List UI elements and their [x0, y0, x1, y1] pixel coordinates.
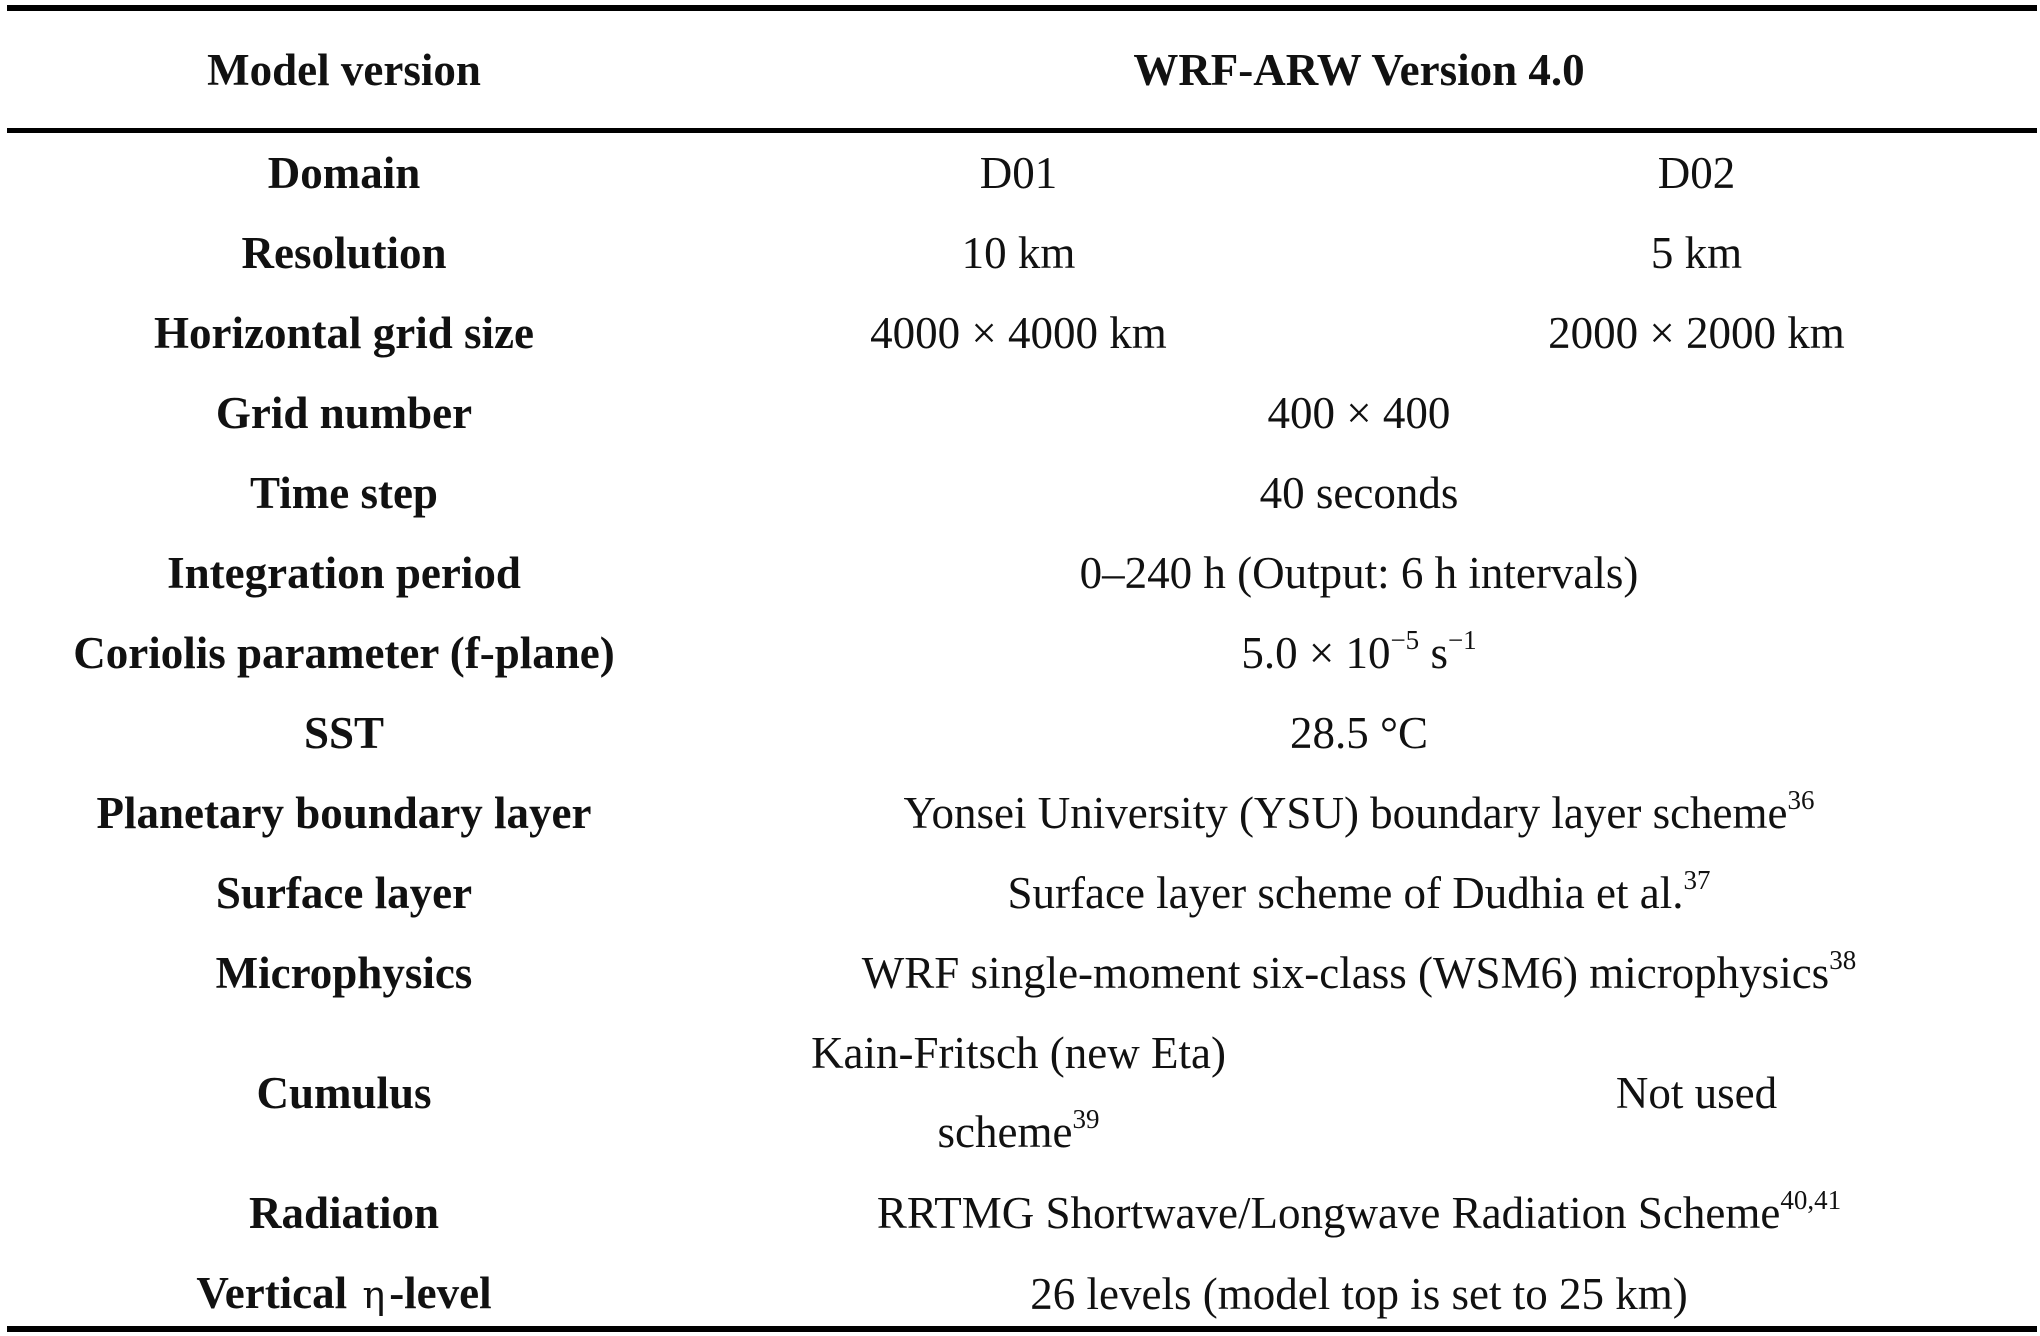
header-label: Model version	[207, 44, 481, 95]
row-label: Resolution	[241, 228, 447, 278]
microphysics-text: WRF single-moment six-class (WSM6) microphysics	[861, 948, 1830, 998]
row-label: Integration period	[167, 548, 521, 598]
coriolis-exponent: −5	[1390, 625, 1420, 655]
table-row-time-step	[7, 453, 2037, 533]
reference-number: 38	[1829, 945, 1857, 975]
reference-number: 36	[1787, 785, 1815, 815]
row-label: Time step	[250, 468, 438, 518]
reference-number: 40,41	[1780, 1185, 1842, 1215]
shared-value	[681, 1173, 2037, 1253]
coriolis-unit: s	[1419, 628, 1448, 678]
cumulus-d01-line2: scheme	[937, 1107, 1073, 1157]
shared-value: 0–240 h (Output: 6 h intervals)	[1079, 548, 1639, 598]
row-label	[7, 1253, 681, 1335]
row-label: Radiation	[248, 1188, 440, 1238]
d01-value: 10 km	[961, 228, 1076, 278]
row-label: Domain	[267, 148, 421, 198]
vertical-label-pre: Vertical	[196, 1268, 348, 1318]
d02-value: Not used	[1615, 1068, 1778, 1118]
shared-value: 400 × 400	[1267, 388, 1451, 438]
table-row-sst	[7, 693, 2037, 773]
table-row-surface-layer	[7, 853, 2037, 933]
table-row-microphysics	[7, 933, 2037, 1013]
row-label: Planetary boundary layer	[96, 788, 592, 838]
shared-value	[681, 853, 2037, 933]
d01-value: D01	[979, 148, 1058, 198]
table-row-coriolis	[7, 613, 2037, 693]
coriolis-base: 5.0 × 10	[1241, 628, 1391, 678]
table-row-grid-size	[7, 293, 2037, 373]
eta-symbol: η	[362, 1273, 386, 1317]
d01-value: 4000 × 4000 km	[870, 308, 1167, 358]
pbl-text: Yonsei University (YSU) boundary layer scheme	[903, 788, 1788, 838]
row-label: Cumulus	[256, 1068, 432, 1118]
shared-value	[681, 773, 2037, 853]
shared-value	[681, 613, 2037, 693]
row-label: Coriolis parameter (f-plane)	[73, 628, 615, 678]
coriolis-unit-exponent: −1	[1447, 625, 1477, 655]
table-row-radiation	[7, 1173, 2037, 1253]
surface-layer-text: Surface layer scheme of Dudhia et al.	[1007, 868, 1684, 918]
row-label: Microphysics	[215, 948, 473, 998]
table-row-resolution	[7, 213, 2037, 293]
shared-value: 26 levels (model top is set to 25 km)	[1030, 1269, 1688, 1319]
shared-value: 40 seconds	[1259, 468, 1459, 518]
header-row	[7, 11, 2037, 128]
table-row-cumulus	[7, 1013, 2037, 1173]
row-label: Surface layer	[215, 868, 473, 918]
parameter-table	[7, 0, 2037, 1336]
reference-number: 39	[1072, 1104, 1100, 1134]
d01-value	[681, 1013, 1356, 1173]
reference-number: 37	[1683, 865, 1711, 895]
table-row-integration-period	[7, 533, 2037, 613]
cumulus-d01-line1: Kain-Fritsch (new Eta)	[811, 1028, 1226, 1078]
table-row-vertical-levels	[7, 1253, 2037, 1335]
d02-value: 2000 × 2000 km	[1548, 308, 1845, 358]
radiation-text: RRTMG Shortwave/Longwave Radiation Scheme	[876, 1188, 1781, 1238]
vertical-label-post: -level	[389, 1268, 492, 1318]
header-value: WRF-ARW Version 4.0	[1133, 44, 1585, 95]
d02-value: D02	[1657, 148, 1736, 198]
table-row-domain	[7, 133, 2037, 213]
table-row-pbl	[7, 773, 2037, 853]
shared-value: 28.5 °C	[1289, 708, 1428, 758]
row-label: Grid number	[215, 388, 473, 438]
row-label: SST	[303, 708, 385, 758]
model-config-table	[7, 11, 2037, 1335]
row-label: Horizontal grid size	[154, 308, 534, 358]
table-row-grid-number	[7, 373, 2037, 453]
d02-value: 5 km	[1650, 228, 1743, 278]
shared-value	[681, 933, 2037, 1013]
